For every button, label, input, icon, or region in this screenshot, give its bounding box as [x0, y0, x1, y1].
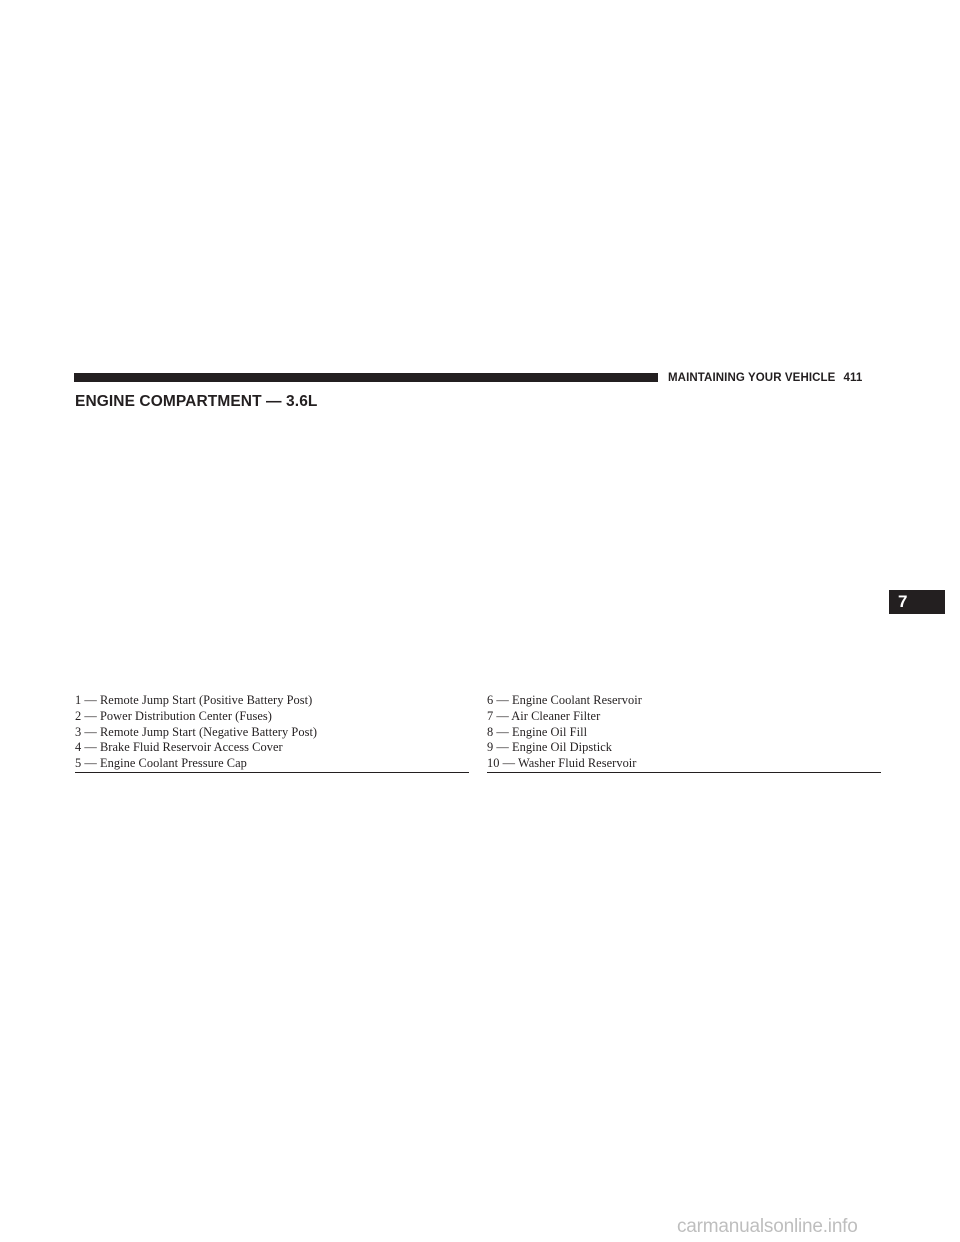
legend-item: 2 — Power Distribution Center (Fuses)	[75, 708, 272, 723]
legend-item: 8 — Engine Oil Fill	[487, 724, 588, 739]
running-head-title: MAINTAINING YOUR VEHICLE	[668, 372, 836, 384]
header-rule-gap	[659, 373, 665, 382]
legend-item: 5 — Engine Coolant Pressure Cap	[75, 756, 247, 771]
legend-item: 10 — Washer Fluid Reservoir	[487, 756, 637, 771]
legend-item: 4 — Brake Fluid Reservoir Access Cover	[75, 740, 283, 755]
legend-left-column	[75, 693, 469, 773]
legend-item: 7 — Air Cleaner Filter	[487, 708, 601, 723]
page-number: 411	[843, 372, 863, 384]
header-rule	[74, 373, 658, 382]
section-title: ENGINE COMPARTMENT — 3.6L	[75, 393, 318, 410]
legend-item: 3 — Remote Jump Start (Negative Battery Post)	[75, 724, 318, 739]
chapter-tab-number: 7	[898, 592, 908, 611]
legend-right-column	[487, 693, 881, 773]
legend-item: 9 — Engine Oil Dipstick	[487, 740, 613, 755]
chapter-tab	[889, 590, 945, 614]
watermark: carmanualsonline.info	[677, 1216, 858, 1237]
legend-item: 1 — Remote Jump Start (Positive Battery Post)	[75, 693, 313, 707]
running-head	[668, 371, 862, 385]
legend-item: 6 — Engine Coolant Reservoir	[487, 693, 642, 707]
